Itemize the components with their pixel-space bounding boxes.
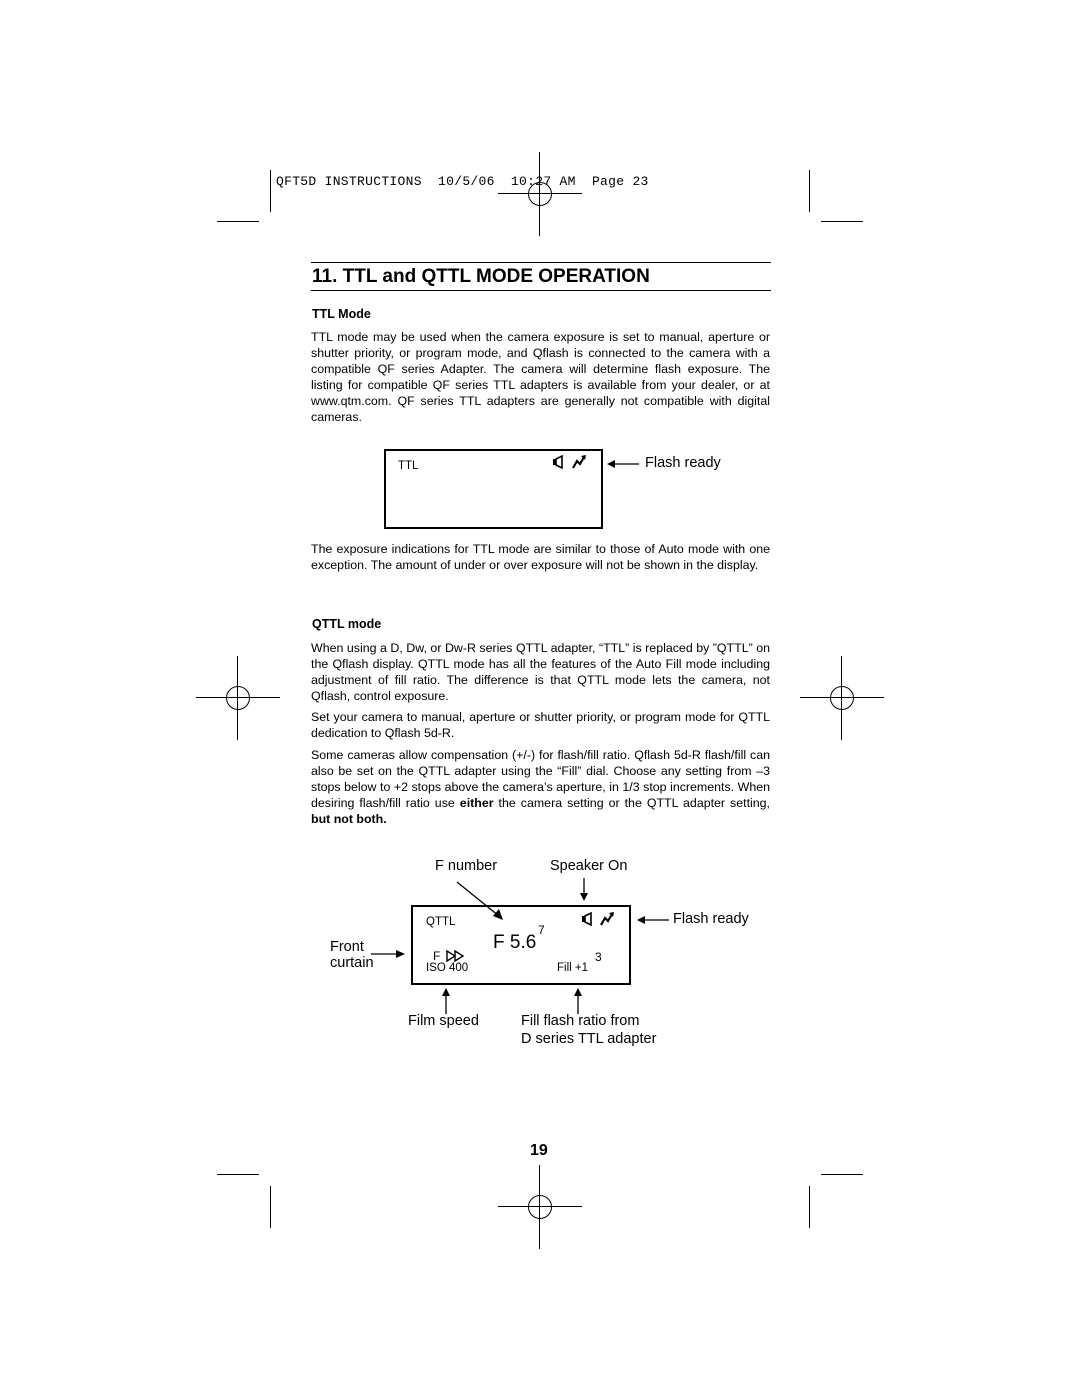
speaker-on-arrow-icon (579, 878, 589, 902)
crop-mark (217, 1174, 259, 1175)
crop-mark (217, 221, 259, 222)
para3-part-c: the camera setting or the QTTL adapter setting, (493, 796, 771, 810)
crop-mark (809, 1186, 810, 1228)
title-rule-bottom (311, 290, 771, 291)
qttl-display (411, 905, 631, 985)
print-slug: QFT5D INSTRUCTIONS 10/5/06 10:27 AM Page 23 (276, 174, 649, 189)
para3-part-a: Some cameras allow compensation (+/-) for flash/fill ratio. Qflash 5d-R flash/fill can also be set on the QTTL adapter using the “Fill” dial. Choose any setting from –3 stops below to +2 stops above the camera’s aperture, in 1/3 stop increments. When desiring flash/fill ratio use (311, 748, 770, 810)
qttl-display-fill: Fill +1 (557, 962, 588, 974)
flash-ready-label: Flash ready (645, 455, 721, 471)
qttl-mode-paragraph-3 (311, 747, 770, 827)
ttl-display-mode: TTL (398, 460, 419, 472)
registration-mark-icon (196, 656, 280, 740)
qttl-display-curtain: F (433, 949, 441, 963)
ttl-mode-paragraph: TTL mode may be used when the camera exposure is set to manual, aperture or shutter priority, or program mode, and Qflash is connected to the camera with a compatible QF series Adapter. The camera will determine flash exposure. The listing for compatible QF series TTL adapters is available from your dealer, or at www.qtm.com. QF series TTL adapters are generally not compatible with digital cameras. (311, 330, 770, 424)
crop-mark (821, 1174, 863, 1175)
film-speed-arrow-icon (441, 988, 451, 1014)
fill-ratio-arrow-icon (573, 988, 583, 1014)
qttl-mode-heading: QTTL mode (312, 617, 382, 631)
flash-ready-arrow-icon (607, 459, 639, 469)
flash-ready-label: Flash ready (673, 911, 749, 927)
qttl-display-fill-third: 3 (595, 950, 602, 964)
page-number: 19 (530, 1142, 548, 1159)
fill-ratio-label-line-1: Fill flash ratio from (521, 1013, 640, 1029)
qttl-display-mode: QTTL (426, 916, 456, 928)
flash-ready-arrow-icon (637, 915, 669, 925)
qttl-display-aperture-third: 7 (538, 923, 545, 937)
speaker-icon (581, 912, 593, 926)
registration-mark-icon (498, 1165, 582, 1249)
front-label: Front (330, 939, 364, 955)
qttl-display-iso: ISO 400 (426, 962, 469, 974)
flash-ready-icon (599, 911, 615, 927)
front-curtain-icon (446, 950, 466, 962)
front-curtain-arrow-icon (371, 949, 405, 959)
crop-mark (821, 221, 863, 222)
fill-ratio-label-line-2: D series TTL adapter (521, 1031, 657, 1047)
f-number-label: F number (435, 858, 498, 874)
film-speed-label: Film speed (408, 1013, 479, 1029)
qttl-mode-paragraph-1: When using a D, Dw, or Dw-R series QTTL adapter, “TTL” is replaced by ”QTTL” on the Qflash display. QTTL mode has all the features of the Auto Fill mode including adjustment of fill ratio. The difference is that QTTL mode lets the camera, not Qflash, control exposure. (311, 641, 770, 703)
crop-mark (270, 170, 271, 212)
ttl-display (384, 449, 603, 529)
para3-emphasis-either: either (459, 796, 494, 810)
crop-mark (809, 170, 810, 212)
ttl-mode-heading: TTL Mode (312, 307, 371, 321)
para3-emphasis-not-both: but not both. (311, 812, 387, 826)
flash-ready-icon (571, 454, 587, 470)
section-title: 11. TTL and QTTL MODE OPERATION (312, 266, 650, 287)
registration-mark-icon (800, 656, 884, 740)
speaker-icon (552, 455, 564, 469)
title-rule-top (311, 262, 771, 263)
curtain-label: curtain (330, 955, 374, 971)
crop-mark (270, 1186, 271, 1228)
speaker-on-label: Speaker On (550, 858, 628, 874)
qttl-display-aperture: F 5.6 (493, 932, 537, 953)
qttl-mode-paragraph-2: Set your camera to manual, aperture or shutter priority, or program mode for QTTL dedication to Qflash 5d-R. (311, 710, 770, 740)
registration-mark-icon (498, 152, 582, 236)
ttl-mode-after-paragraph: The exposure indications for TTL mode are similar to those of Auto mode with one exception. The amount of under or over exposure will not be shown in the display. (311, 542, 770, 572)
